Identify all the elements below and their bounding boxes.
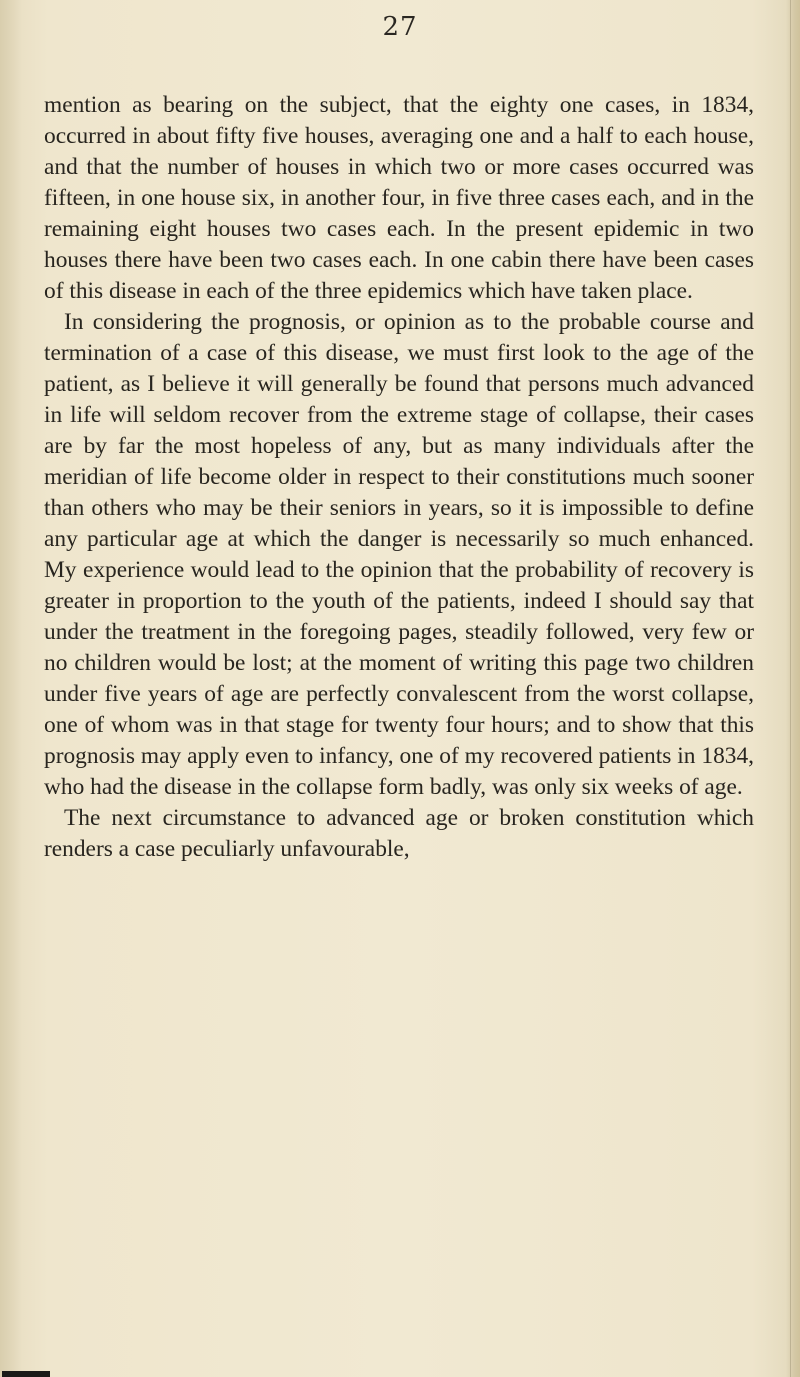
page-edge-line xyxy=(790,0,791,1377)
page-number: 27 xyxy=(382,12,418,42)
body-text xyxy=(44,90,754,865)
paragraph-prognosis: In considering the prognosis, or opinion as to the probable course and termination of a case of this disease, we must first look to the age of the patient, as I believe it will generally be found that persons much advanced in life will seldom recover from the extreme stage of collapse, their cases are by far the most hopeless of any, but as many individuals after the meridian of life become older in respect to their constitutions much sooner than others who may be their seniors in years, so it is impossible to define any particular age at which the danger is necessarily so much enhanced. My experience would lead to the opinion that the probability of recovery is greater in proportion to the youth of the patients, indeed I should say that under the treatment in the foregoing pages, steadily followed, very few or no children would be lost; at the moment of writing this page two children under five years of age are perfectly convalescent from the worst collapse, one of whom was in that stage for twenty four hours; and to show that this prognosis may apply even to infancy, one of my recovered patients in 1834, who had the disease in the collapse form badly, was only six weeks of age. xyxy=(44,309,754,800)
scan-corner-mark xyxy=(2,1371,50,1377)
paragraph-next-circumstance: The next circumstance to advanced age or broken constitution which renders a case peculiarly unfavourable, xyxy=(44,805,754,862)
page-right-edge xyxy=(786,0,800,1377)
page-gutter-shadow xyxy=(0,0,22,1377)
paragraph-continuation: mention as bearing on the subject, that the eighty one cases, in 1834, occurred in about fifty five houses, averaging one and a half to each house, and that the number of houses in which two or more cases occurred was fifteen, in one house six, in another four, in five three cases each, and in the remaining eight houses two cases each. In the present epidemic in two houses there have been two cases each. In one cabin there have been cases of this disease in each of the three epidemics which have taken place. xyxy=(44,92,754,304)
